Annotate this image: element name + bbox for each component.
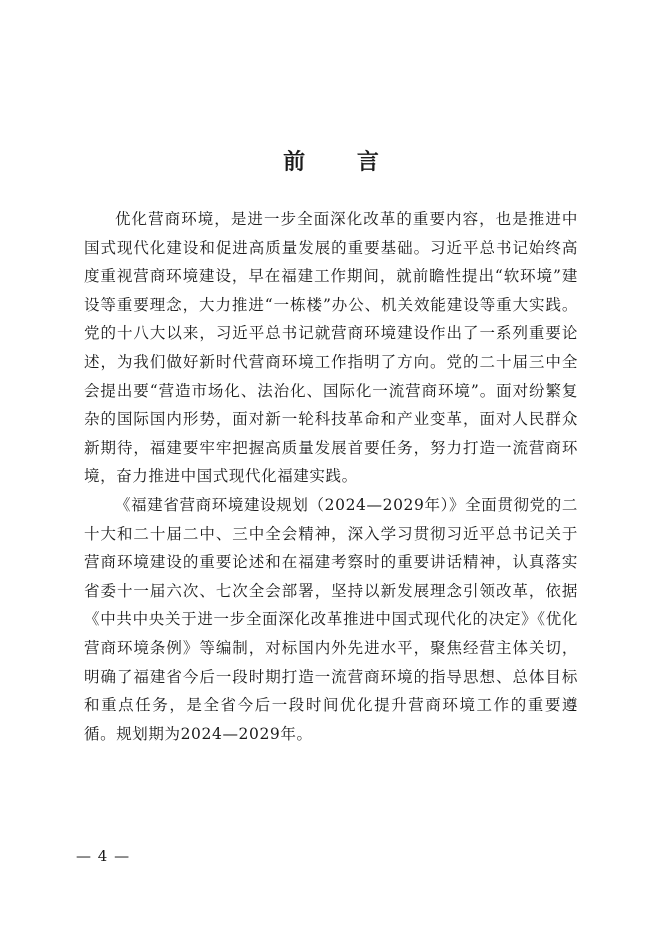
body-text (84, 205, 578, 748)
paragraph-2: 《福建省营商环境建设规划（2024—2029年）》全面贯彻党的二十大和二十届二中、三中全会精神，深入学习贯彻习近平总书记关于营商环境建设的重要论述和在福建考察时的重要讲话精神，认真落实省委十一届六次、七次全会部署，坚持以新发展理念引领改革，依据《中共中央关于进一步全面深化改革推进中国式现代化的决定》《优化营商环境条例》等编制，对标国内外先进水平，聚焦经营主体关切，明确了福建省今后一段时期打造一流营商环境的指导思想、总体目标和重点任务，是全省今后一段时间优化提升营商环境工作的重要遵循。规划期为2024—2029年。 (84, 495, 578, 743)
page-title: 前 言 (283, 149, 401, 175)
page-number: — 4 — (76, 847, 131, 865)
paragraph-1: 优化营商环境，是进一步全面深化改革的重要内容，也是推进中国式现代化建设和促进高质量发展的重要基础。习近平总书记始终高度重视营商环境建设，早在福建工作期间，就前瞻性提出“软环境”建设等重要理念，大力推进“一栋楼”办公、机关效能建设等重大实践。党的十八大以来，习近平总书记就营商环境建设作出了一系列重要论述，为我们做好新时代营商环境工作指明了方向。党的二十届三中全会提出要“营造市场化、法治化、国际化一流营商环境”。面对纷繁复杂的国际国内形势，面对新一轮科技革命和产业变革，面对人民群众新期待，福建要牢牢把握高质量发展首要任务，努力打造一流营商环境，奋力推进中国式现代化福建实践。 (84, 210, 578, 486)
